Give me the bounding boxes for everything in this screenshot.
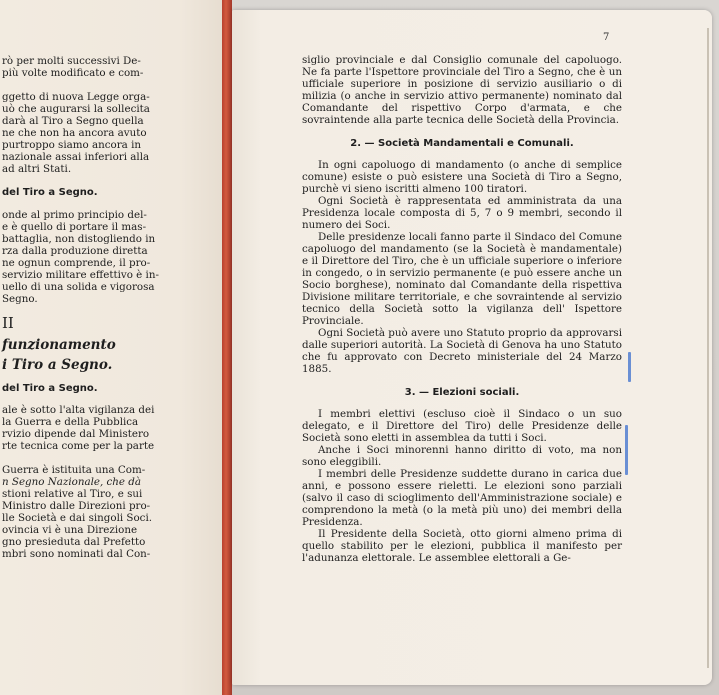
text-line: ggetto di nuova Legge orga- [2, 91, 150, 103]
right-page-text [302, 54, 622, 564]
paragraph: Ogni Società può avere uno Statuto proprio da approvarsi dalle superiori autorità. La Società di Genova ha uno Statuto che fu approvato con Decreto ministeriale del 24 Marzo 1885. [302, 327, 622, 375]
chapter-title: i Tiro a Segno. [2, 357, 113, 373]
page-edge [707, 28, 709, 668]
pen-mark [628, 352, 631, 382]
text-line: rvizio dipende dal Ministero [2, 428, 150, 440]
text-line: mbri sono nominati dal Con- [2, 548, 151, 560]
paragraph: Delle presidenze locali fanno parte il Sindaco del Comune capoluogo del mandamento (se la Società è mandamentale) e il Direttore del Tiro, che è un ufficiale superiore o inferiore in congedo, o in servizio permanente (e può essere anche un Socio borghese), nominato dal Comandante della rispettiva Divisione militare territoriale, e che sovraintende al servizio tecnico della Società sotto la vigilanza dell' Ispettore Provinciale. [302, 231, 622, 327]
section-heading: del Tiro a Segno. [2, 187, 98, 198]
text-line: Guerra è istituita una Com- [2, 464, 146, 476]
paragraph: Ogni Società è rappresentata ed amministrata da una Presidenza locale composta di 5, 7 o 9 membri, secondo il numero dei Soci. [302, 195, 622, 231]
text-line: darà al Tiro a Segno quella [2, 115, 144, 127]
text-line: rte tecnica come per la parte [2, 440, 155, 452]
text-line: rza dalla produzione diretta [2, 245, 148, 257]
text-line: gno presieduta dal Prefetto [2, 536, 146, 548]
paragraph: Anche i Soci minorenni hanno diritto di voto, ma non sono eleggibili. [302, 444, 622, 468]
text-line: stioni relative al Tiro, e sui [2, 488, 143, 500]
text-line: la Guerra e della Pubblica [2, 416, 139, 428]
right-page [232, 10, 712, 685]
text-line: n Segno Nazionale, che dà [2, 476, 142, 488]
text-line: ad altri Stati. [2, 163, 72, 175]
paragraph: Il Presidente della Società, otto giorni almeno prima di quello stabilito per le elezioni, pubblica il manifesto per l'adunanza elettorale. Le assemblee elettorali a Ge- [302, 528, 622, 564]
text-line: purtroppo siamo ancora in [2, 139, 142, 151]
paragraph: I membri delle Presidenze suddette durano in carica due anni, e possono essere rieletti. Le elezioni sono parziali (salvo il caso di scioglimento dell'Amministrazione sociale) e comprendono la metà (o la metà più uno) dei membri della Presidenza. [302, 468, 622, 528]
book-spine [222, 0, 232, 695]
page-number: 7 [603, 32, 610, 43]
chapter-title: funzionamento [2, 337, 116, 353]
section-heading: del Tiro a Segno. [2, 383, 98, 394]
text-line: ovincia vi è una Direzione [2, 524, 138, 536]
text-line: più volte modificato e com- [2, 67, 144, 79]
text-line: uò che augurarsi la sollecita [2, 103, 150, 115]
left-page [0, 0, 225, 695]
chapter-number: II [2, 314, 14, 332]
text-line: ale è sotto l'alta vigilanza dei [2, 404, 155, 416]
left-page-text [2, 55, 168, 560]
text-line: uello di una solida e vigorosa [2, 281, 155, 293]
text-line: Segno. [2, 293, 38, 305]
text-line: lle Società e dai singoli Soci. [2, 512, 153, 524]
text-line: rò per molti successivi De- [2, 55, 141, 67]
text-line: battaglia, non distogliendo in [2, 233, 156, 245]
pen-mark [625, 425, 628, 475]
text-line: e è quello di portare il mas- [2, 221, 147, 233]
paragraph: siglio provinciale e dal Consiglio comunale del capoluogo. Ne fa parte l'Ispettore provinciale del Tiro a Segno, che è un ufficiale superiore in posizione di servizio ausiliario o di milizia (o anche in servizio attivo permanente) nominato dal Comandante del rispettivo Corpo d'armata, e che sovraintende alla parte tecnica delle Società della Provincia. [302, 54, 622, 126]
paragraph: I membri elettivi (escluso cioè il Sindaco o un suo delegato, e il Direttore del Tiro) delle Presidenze delle Società sono eletti in assemblea da tutti i Soci. [302, 408, 622, 444]
text-line: onde al primo principio del- [2, 209, 147, 221]
section-heading: 2. — Società Mandamentali e Comunali. [350, 138, 574, 149]
text-line: nazionale assai inferiori alla [2, 151, 150, 163]
paragraph: In ogni capoluogo di mandamento (o anche di semplice comune) esiste o può esistere una Società di Tiro a Segno, purchè vi sieno iscritti almeno 100 tiratori. [302, 159, 622, 195]
text-line: ne che non ha ancora avuto [2, 127, 147, 139]
text-line: ne ognun comprende, il pro- [2, 257, 151, 269]
text-line: Ministro dalle Direzioni pro- [2, 500, 151, 512]
section-heading: 3. — Elezioni sociali. [404, 387, 520, 398]
text-line: servizio militare effettivo è in- [2, 269, 159, 281]
